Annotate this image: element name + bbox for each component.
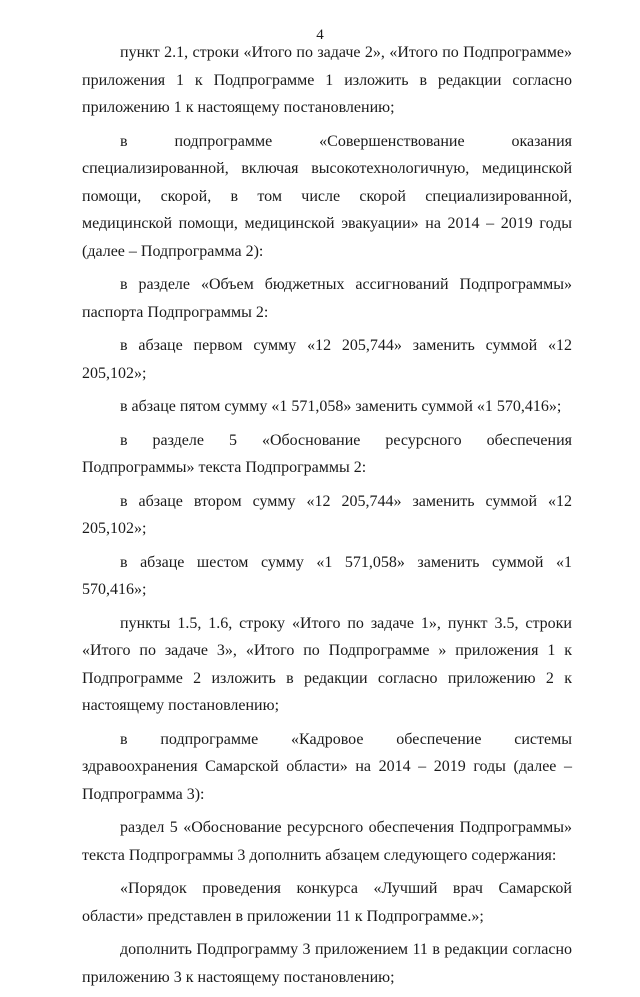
paragraph-5: в абзаце пятом сумму «1 571,058» заменить суммой «1 570,416»;: [120, 398, 562, 415]
paragraph-11: раздел 5 «Обоснование ресурсного обеспечения Подпрограммы» текста Подпрограммы 3 дополнить абзацем следующего содержания:: [82, 819, 572, 864]
paragraph-8: в абзаце шестом сумму «1 571,058» заменить суммой «1 570,416»;: [82, 553, 572, 598]
paragraph-10: в подпрограмме «Кадровое обеспечение системы здравоохранения Самарской области» на 2014 – 2019 годы (далее – Подпрограмма 3):: [82, 730, 572, 803]
page-number: 4: [316, 27, 324, 43]
paragraph-7: в абзаце втором сумму «12 205,744» заменить суммой «12 205,102»;: [82, 492, 572, 537]
paragraph-12: «Порядок проведения конкурса «Лучший врач Самарской области» представлен в приложении 11 к Подпрограмме.»;: [82, 880, 572, 925]
document-body: [82, 39, 572, 997]
paragraph-9: пункты 1.5, 1.6, строку «Итого по задаче 1», пункт 3.5, строки «Итого по задаче 3», «Итого по Подпрограмме » приложения 1 к Подпрограмме 2 изложить в редакции согласно приложению 2 к настоящему постановлению;: [82, 614, 572, 714]
paragraph-2: в подпрограмме «Совершенствование оказания специализированной, включая высокотехнологичную, медицинской помощи, скорой, в том числе скорой специализированной, медицинской помощи, медицинской эвакуации» на 2014 – 2019 годы (далее – Подпрограмма 2):: [82, 132, 572, 260]
paragraph-6: в разделе 5 «Обоснование ресурсного обеспечения Подпрограммы» текста Подпрограммы 2:: [82, 431, 572, 476]
paragraph-3: в разделе «Объем бюджетных ассигнований Подпрограммы» паспорта Подпрограммы 2:: [82, 276, 572, 321]
paragraph-1: пункт 2.1, строки «Итого по задаче 2», «Итого по Подпрограмме» приложения 1 к Подпрограмме 1 изложить в редакции согласно приложению 1 к настоящему постановлению;: [82, 44, 572, 116]
paragraph-13: дополнить Подпрограмму 3 приложением 11 в редакции согласно приложению 3 к настоящему постановлению;: [82, 941, 572, 986]
paragraph-4: в абзаце первом сумму «12 205,744» заменить суммой «12 205,102»;: [82, 337, 572, 382]
